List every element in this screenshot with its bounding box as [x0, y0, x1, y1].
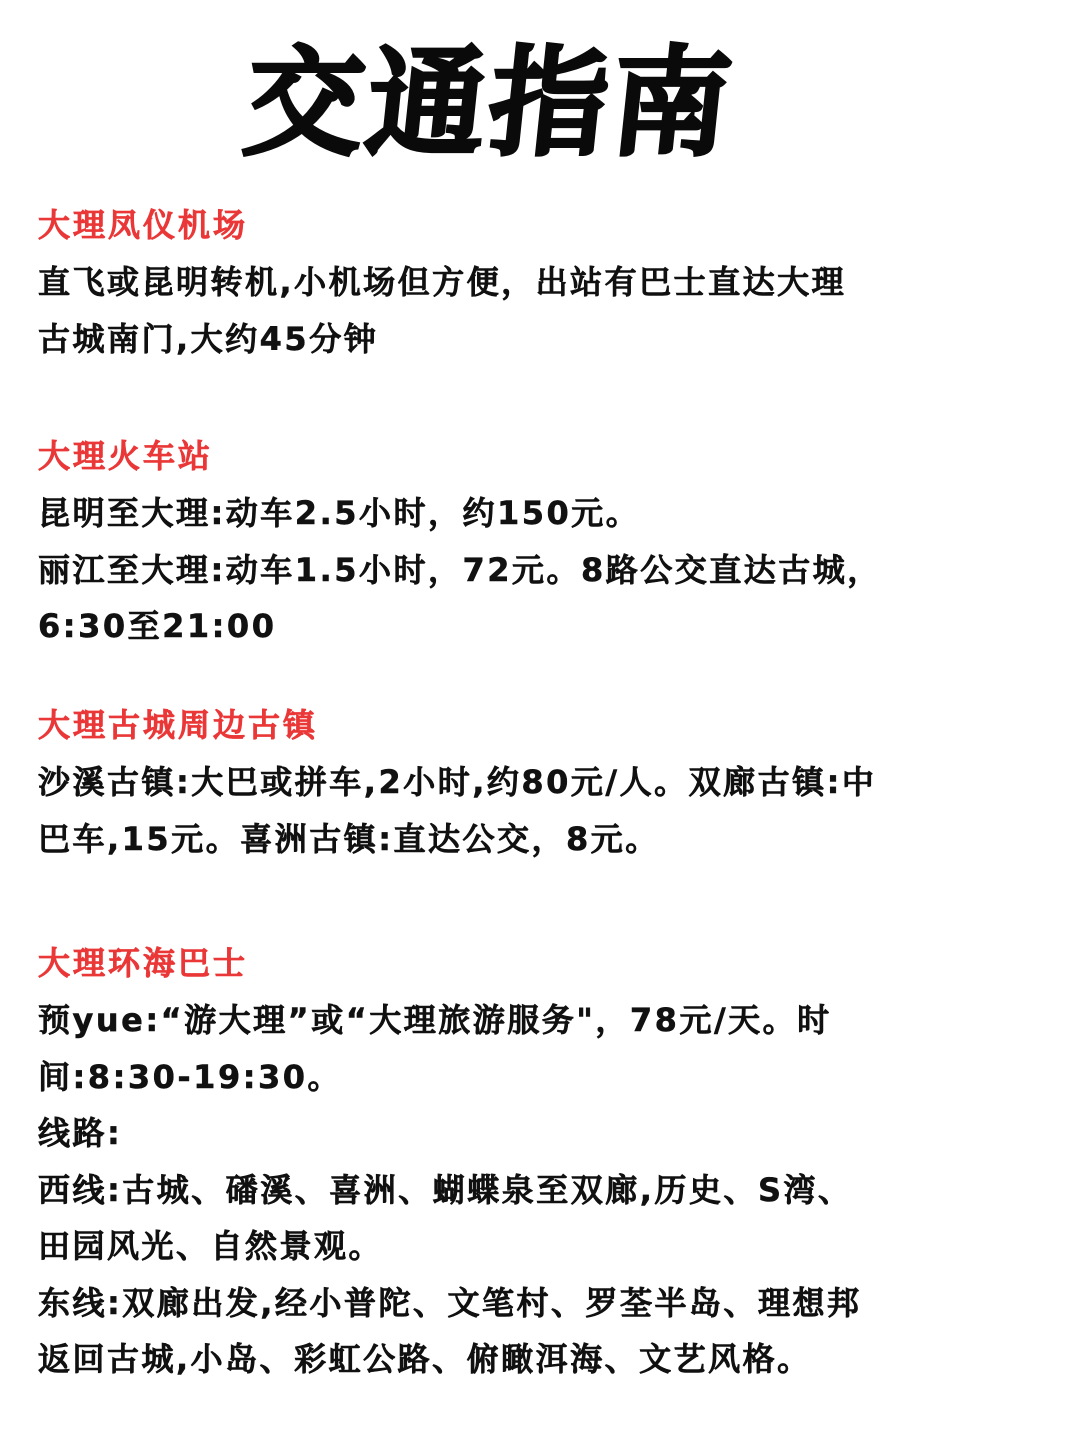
section-lake-bus	[38, 934, 861, 1388]
section-text-line: 间:8:30-19:30。	[38, 1057, 343, 1096]
section-text-line: 昆明至大理:动车2.5小时，约150元。	[38, 494, 641, 532]
section-text-line: 线路:	[38, 1114, 123, 1152]
section-old-towns	[38, 696, 876, 867]
section-heading-lake-bus: 大理环海巴士	[38, 944, 249, 982]
section-text-line: 东线:双廊出发,经小普陀、文笔村、罗荃半岛、理想邦	[38, 1283, 862, 1322]
section-text-line: 丽江至大理:动车1.5小时，72元。8路公交直达古城，	[38, 550, 882, 589]
section-text-line: 西线:古城、磻溪、喜洲、蝴蝶泉至双廊,历史、S湾、	[38, 1170, 853, 1209]
section-heading-airport: 大理凤仪机场	[38, 206, 249, 244]
section-heading-old-towns: 大理古城周边古镇	[38, 706, 319, 744]
section-text-line: 古城南门,大约45分钟	[38, 319, 379, 358]
section-train-station	[38, 427, 882, 655]
section-text-line: 6:30至21:00	[38, 607, 277, 645]
section-airport	[38, 196, 846, 367]
section-text-line: 沙溪古镇:大巴或拼车,2小时,约80元/人。双廊古镇:中	[38, 763, 877, 801]
section-text-line: 返回古城,小岛、彩虹公路、俯瞰洱海、文艺风格。	[38, 1340, 812, 1378]
section-text-line: 直飞或昆明转机,小机场但方便，出站有巴士直达大理	[38, 263, 847, 301]
page-title: 交通指南	[238, 34, 742, 172]
section-text-line: 田园风光、自然景观。	[38, 1227, 384, 1265]
section-text-line: 预yue:“游大理”或“大理旅游服务"，78元/天。时	[38, 1001, 832, 1039]
section-text-line: 巴车,15元。喜洲古镇:直达公交，8元。	[38, 819, 660, 858]
section-heading-train-station: 大理火车站	[38, 437, 214, 475]
